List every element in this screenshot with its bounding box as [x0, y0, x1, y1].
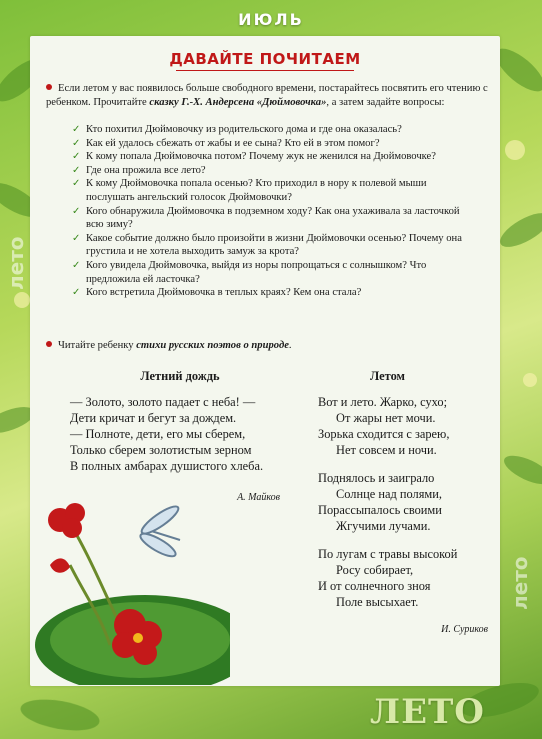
intro-paragraph: [46, 82, 490, 110]
question-text: Какое событие должно было произойти в жизни Дюймовочки осенью? Почему она грустила и не хотела выходить замуж за крота?: [86, 232, 462, 258]
checkmark-icon: ✓: [72, 151, 81, 163]
title-underline: [176, 70, 354, 71]
read-text-after: .: [288, 340, 292, 351]
side-word-left: лето: [4, 236, 28, 290]
poem-left: [70, 368, 290, 506]
intro-highlight: сказку Г.-Х. Андерсена «Дюймовочка»: [149, 97, 327, 108]
question-text: Кого обнаружила Дюймовочка в подземном ходу? Как она ухаживала за ласточкой всю зиму?: [86, 205, 460, 231]
poem-line: Поднялось и заиграло: [318, 471, 435, 485]
list-item: [72, 150, 472, 164]
poem-stanza: [318, 470, 488, 534]
poem-line: Только сберем золотистым зерном: [70, 443, 252, 457]
question-text: Где она прожила все лето?: [86, 164, 206, 176]
intro-text-before: Если летом у вас появилось больше свободного времени, постарайтесь посвятить его чтению с ребенком. Прочитайте: [46, 83, 488, 108]
page-title: ДАВАЙТЕ ПОЧИТАЕМ: [169, 50, 361, 68]
poem-line: Поле высыхает.: [336, 595, 419, 609]
question-text: К кому попала Дюймовочка потом? Почему жук не женился на Дюймовочке?: [86, 151, 436, 163]
question-list: [72, 123, 472, 300]
poem-line: От жары нет мочи.: [336, 411, 436, 425]
flower-dragonfly-illustration: [30, 495, 230, 685]
poem-title: Летний дождь: [140, 369, 220, 383]
read-highlight: стихи русских поэтов о природе: [136, 340, 289, 351]
poem-line: И от солнечного зноя: [318, 579, 431, 593]
poem-right: [318, 368, 488, 638]
list-item: [72, 164, 472, 178]
poem-line: — Полноте, дети, его мы сберем,: [70, 427, 246, 441]
poem-line: Вот и лето. Жарко, сухо;: [318, 395, 448, 409]
month-label: ИЮЛЬ: [238, 10, 304, 29]
poem-line: Жгучими лучами.: [336, 519, 431, 533]
list-item: [72, 232, 472, 259]
poem-title: Летом: [370, 369, 405, 383]
poem-line: В полных амбарах душистого хлеба.: [70, 459, 264, 473]
poem-line: Солнце над полями,: [336, 487, 442, 501]
question-text: Как ей удалось сбежать от жабы и ее сына? Кто ей в этом помог?: [86, 137, 380, 149]
checkmark-icon: ✓: [72, 205, 81, 217]
intro-text-after: , а затем задайте вопросы:: [326, 97, 445, 108]
poem-line: Зорька сходится с зарею,: [318, 427, 450, 441]
question-text: Кого увидела Дюймовочка, выйдя из норы попрощаться с солнышком? Что предложила ей ласточка?: [86, 259, 427, 285]
checkmark-icon: ✓: [72, 164, 81, 176]
list-item: [72, 177, 472, 204]
poem-line: Росу собирает,: [336, 563, 414, 577]
checkmark-icon: ✓: [72, 124, 81, 135]
list-item: [72, 137, 472, 151]
poem-author: И. Суриков: [441, 624, 488, 635]
read-text-before: Читайте ребенку: [58, 340, 137, 351]
checkmark-icon: ✓: [72, 287, 81, 299]
list-item: [72, 286, 472, 300]
question-text: Кто похитил Дюймовочку из родительского дома и где она оказалась?: [86, 124, 402, 135]
poem-line: Дети кричат и бегут за дождем.: [70, 411, 237, 425]
side-word-right: лето: [508, 556, 532, 610]
poem-line: Порассыпалось своими: [318, 503, 442, 517]
bottom-word: ЛЕТО: [370, 692, 485, 732]
poem-line: — Золото, золото падает с неба! —: [70, 395, 256, 409]
checkmark-icon: ✓: [72, 137, 81, 149]
checkmark-icon: ✓: [72, 178, 81, 190]
checkmark-icon: ✓: [72, 259, 81, 271]
checkmark-icon: ✓: [72, 232, 81, 244]
bullet-icon: [46, 341, 52, 347]
poem-stanza: [318, 546, 488, 610]
poem-stanza: [318, 394, 488, 458]
list-item: [72, 123, 472, 137]
list-item: [72, 259, 472, 286]
bullet-icon: [46, 84, 52, 90]
list-item: [72, 205, 472, 232]
question-text: К кому Дюймовочка попала осенью? Кто приходил в нору к полевой мыши послушать ангельский голосок Дюймовочки?: [86, 178, 427, 203]
question-text: Кого встретила Дюймовочка в теплых краях? Кем она стала?: [86, 287, 362, 299]
poem-line: Нет совсем и ночи.: [336, 443, 437, 457]
poem-line: По лугам с травы высокой: [318, 547, 458, 561]
read-instruction: [46, 339, 486, 353]
poem-author: А. Майков: [237, 492, 280, 503]
